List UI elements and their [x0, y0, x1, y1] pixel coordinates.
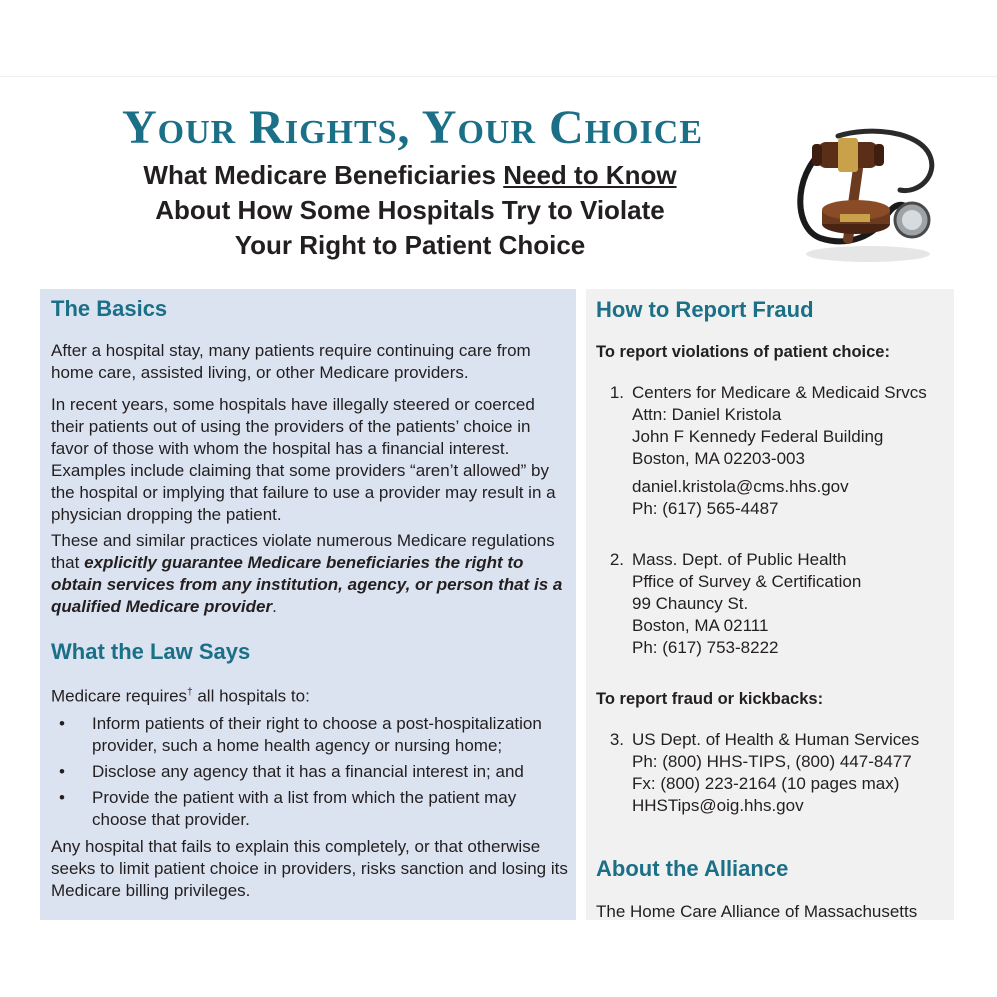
list-item: [51, 761, 571, 783]
left-column: [40, 289, 576, 920]
page-subtitle: [60, 158, 760, 263]
address-line[interactable]: HHSTips@oig.hhs.gov: [632, 796, 804, 815]
address-line: Ph: (800) HHS-TIPS, (800) 447-8477: [632, 752, 912, 771]
basics-paragraph-2: In recent years, some hospitals have illegally steered or coerced their patients out of using the providers of the patients’ choice in favor of those with whom the hospital has a financial interest. Examples include claiming that some providers “aren’t allowed” by the hospital or implying that failure to use a provider may result in a physician dropping the patient.: [51, 395, 556, 524]
law-intro-prefix: Medicare requires: [51, 686, 188, 706]
bullet-icon: •: [59, 762, 65, 781]
bullet-text: Disclose any agency that it has a financial interest in; and: [92, 762, 524, 781]
contact-item-hhs: [596, 729, 954, 819]
address-line: Mass. Dept. of Public Health: [632, 550, 847, 569]
contact-item-cms: [596, 382, 954, 472]
contact-cms-extra: [632, 476, 954, 520]
bullet-icon: •: [59, 714, 65, 733]
alliance-heading: About the Alliance: [596, 856, 789, 881]
law-closing-paragraph: Any hospital that fails to explain this completely, or that otherwise seeks to limit patient choice in providers, risks sanction and losing its Medicare billing privileges.: [51, 837, 568, 900]
report-subheading-patient-choice: To report violations of patient choice:: [596, 343, 890, 361]
item-address: [632, 382, 962, 470]
report-heading: How to Report Fraud: [596, 297, 814, 322]
law-intro-dagger: †: [187, 687, 193, 698]
basics-paragraph-3: [51, 530, 566, 618]
law-heading: What the Law Says: [51, 639, 251, 664]
basics-p3-emphasis: explicitly guarantee Medicare beneficiaries the right to obtain services from any institution, agency, or person that is a qualified Medicare provider: [51, 553, 563, 616]
report-subheading-fraud: To report fraud or kickbacks:: [596, 690, 824, 708]
basics-p3-prefix: These and similar practices violate numerous Medicare regulations that: [51, 531, 555, 572]
alliance-text: The Home Care Alliance of Massachusetts: [596, 902, 918, 921]
phone-number: Ph: (617) 565-4487: [632, 499, 779, 518]
address-line: Fx: (800) 223-2164 (10 pages max): [632, 774, 900, 793]
basics-p3-suffix: .: [272, 597, 277, 616]
item-number: 2.: [609, 550, 624, 569]
item-address: [632, 549, 962, 659]
subtitle-line2: About How Some Hospitals Try to Violate: [155, 195, 665, 225]
address-line: US Dept. of Health & Human Services: [632, 730, 920, 749]
contact-item-dph: [596, 549, 954, 659]
subtitle-underlined: Need to Know: [503, 160, 677, 190]
law-intro: [51, 682, 566, 708]
law-intro-suffix: all hospitals to:: [192, 686, 310, 706]
subtitle-line3: Your Right to Patient Choice: [234, 230, 586, 260]
address-line: Centers for Medicare & Medicaid Srvcs: [632, 383, 927, 402]
item-number: 1.: [609, 383, 624, 402]
address-line: Pffice of Survey & Certification: [632, 572, 862, 591]
address-line: Ph: (617) 753-8222: [632, 638, 779, 657]
address-line: Attn: Daniel Kristola: [632, 405, 782, 424]
subtitle-line1-prefix: What Medicare Beneficiaries: [143, 160, 504, 190]
page-title: Your Rights, Your Choice: [121, 101, 704, 154]
gavel-stethoscope-illustration: [790, 106, 940, 266]
basics-paragraph-1: After a hospital stay, many patients require continuing care from home care, assisted living, or other Medicare providers.: [51, 341, 531, 382]
page-top-edge: [0, 76, 997, 77]
bullet-icon: •: [59, 788, 65, 807]
law-bullet-list: [51, 713, 571, 835]
item-address: [632, 729, 962, 817]
list-item: [51, 787, 571, 831]
list-item: [51, 713, 571, 757]
email-link[interactable]: daniel.kristola@cms.hhs.gov: [632, 477, 849, 496]
address-line: Boston, MA 02203-003: [632, 449, 805, 468]
item-number: 3.: [609, 730, 624, 749]
address-line: Boston, MA 02111: [632, 616, 769, 635]
bullet-text: Provide the patient with a list from which the patient may choose that provider.: [92, 788, 517, 829]
bullet-text: Inform patients of their right to choose a post-hospitalization provider, such a home health agency or nursing home;: [92, 714, 542, 755]
right-column: [586, 289, 954, 920]
basics-heading: The Basics: [51, 296, 168, 321]
address-line: 99 Chauncy St.: [632, 594, 749, 613]
address-line: John F Kennedy Federal Building: [632, 427, 884, 446]
